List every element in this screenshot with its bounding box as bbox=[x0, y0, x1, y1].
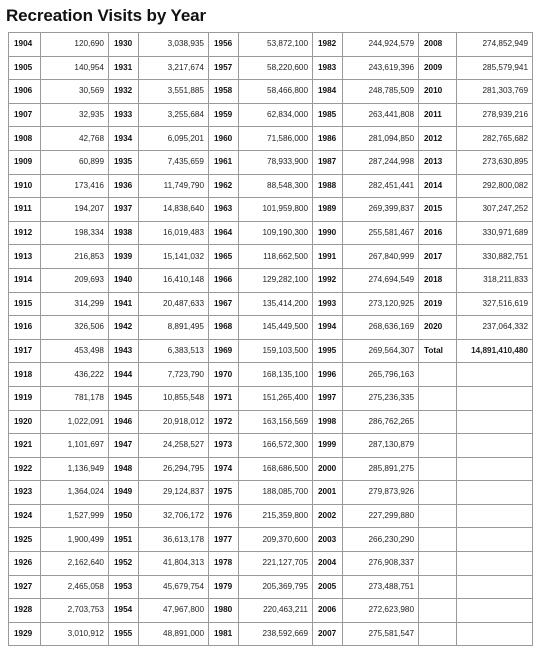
year-cell: 2014 bbox=[419, 174, 457, 198]
visits-cell: 281,094,850 bbox=[343, 127, 419, 151]
year-cell: 2009 bbox=[419, 56, 457, 80]
year-cell: 1908 bbox=[9, 127, 41, 151]
table-row bbox=[9, 339, 533, 363]
visits-cell: 278,939,216 bbox=[457, 103, 533, 127]
year-cell: 1928 bbox=[9, 599, 41, 623]
visits-cell: 227,299,880 bbox=[343, 504, 419, 528]
visits-cell: 88,548,300 bbox=[239, 174, 313, 198]
empty-cell bbox=[457, 575, 533, 599]
year-cell: 1974 bbox=[209, 457, 239, 481]
visits-cell: 7,723,790 bbox=[139, 363, 209, 387]
table-row bbox=[9, 150, 533, 174]
visits-cell: 166,572,300 bbox=[239, 434, 313, 458]
visits-cell: 330,971,689 bbox=[457, 221, 533, 245]
visits-cell: 32,706,172 bbox=[139, 504, 209, 528]
visits-cell: 42,768 bbox=[41, 127, 109, 151]
visits-cell: 6,383,513 bbox=[139, 339, 209, 363]
visits-cell: 145,449,500 bbox=[239, 316, 313, 340]
visits-cell: 120,690 bbox=[41, 33, 109, 57]
visits-cell: 279,873,926 bbox=[343, 481, 419, 505]
year-cell: 2003 bbox=[313, 528, 343, 552]
visits-cell: 275,236,335 bbox=[343, 386, 419, 410]
visits-cell: 216,853 bbox=[41, 245, 109, 269]
visits-cell: 45,679,754 bbox=[139, 575, 209, 599]
year-cell: 2006 bbox=[313, 599, 343, 623]
empty-cell bbox=[419, 410, 457, 434]
year-cell: 1985 bbox=[313, 103, 343, 127]
visits-cell: 1,022,091 bbox=[41, 410, 109, 434]
year-cell: 1939 bbox=[109, 245, 139, 269]
visits-cell: 243,619,396 bbox=[343, 56, 419, 80]
visits-cell: 220,463,211 bbox=[239, 599, 313, 623]
year-cell: 1973 bbox=[209, 434, 239, 458]
visits-cell: 188,085,700 bbox=[239, 481, 313, 505]
year-cell: 1969 bbox=[209, 339, 239, 363]
visits-cell: 209,370,600 bbox=[239, 528, 313, 552]
empty-cell bbox=[457, 457, 533, 481]
visits-cell: 11,749,790 bbox=[139, 174, 209, 198]
empty-cell bbox=[419, 552, 457, 576]
year-cell: 1944 bbox=[109, 363, 139, 387]
year-cell: 1956 bbox=[209, 33, 239, 57]
year-cell: 2018 bbox=[419, 268, 457, 292]
table-row bbox=[9, 103, 533, 127]
year-cell: 1929 bbox=[9, 622, 41, 646]
year-cell: 1959 bbox=[209, 103, 239, 127]
year-cell: 1977 bbox=[209, 528, 239, 552]
year-cell: 1914 bbox=[9, 268, 41, 292]
total-label: Total bbox=[419, 339, 457, 363]
table-row bbox=[9, 363, 533, 387]
year-cell: 2002 bbox=[313, 504, 343, 528]
visits-cell: 453,498 bbox=[41, 339, 109, 363]
visits-cell: 275,581,547 bbox=[343, 622, 419, 646]
visits-cell: 2,465,058 bbox=[41, 575, 109, 599]
visits-cell: 2,162,640 bbox=[41, 552, 109, 576]
visits-cell: 215,359,800 bbox=[239, 504, 313, 528]
year-cell: 2016 bbox=[419, 221, 457, 245]
visits-cell: 282,765,682 bbox=[457, 127, 533, 151]
empty-cell bbox=[419, 622, 457, 646]
visits-cell: 269,399,837 bbox=[343, 198, 419, 222]
year-cell: 1975 bbox=[209, 481, 239, 505]
visits-cell: 48,891,000 bbox=[139, 622, 209, 646]
visits-cell: 272,623,980 bbox=[343, 599, 419, 623]
visits-cell: 58,220,600 bbox=[239, 56, 313, 80]
year-cell: 1923 bbox=[9, 481, 41, 505]
table-row bbox=[9, 33, 533, 57]
visits-cell: 286,762,265 bbox=[343, 410, 419, 434]
visits-cell: 266,230,290 bbox=[343, 528, 419, 552]
visits-cell: 2,703,753 bbox=[41, 599, 109, 623]
year-cell: 1976 bbox=[209, 504, 239, 528]
year-cell: 1986 bbox=[313, 127, 343, 151]
visits-cell: 274,852,949 bbox=[457, 33, 533, 57]
year-cell: 2008 bbox=[419, 33, 457, 57]
year-cell: 1904 bbox=[9, 33, 41, 57]
year-cell: 1942 bbox=[109, 316, 139, 340]
empty-cell bbox=[419, 481, 457, 505]
year-cell: 2007 bbox=[313, 622, 343, 646]
empty-cell bbox=[419, 363, 457, 387]
visits-cell: 32,935 bbox=[41, 103, 109, 127]
visits-cell: 62,834,000 bbox=[239, 103, 313, 127]
visits-cell: 276,908,337 bbox=[343, 552, 419, 576]
total-value: 14,891,410,480 bbox=[457, 339, 533, 363]
year-cell: 1953 bbox=[109, 575, 139, 599]
visits-cell: 274,694,549 bbox=[343, 268, 419, 292]
year-cell: 2005 bbox=[313, 575, 343, 599]
year-cell: 1927 bbox=[9, 575, 41, 599]
empty-cell bbox=[457, 552, 533, 576]
visits-cell: 292,800,082 bbox=[457, 174, 533, 198]
visits-cell: 30,569 bbox=[41, 80, 109, 104]
visits-cell: 209,693 bbox=[41, 268, 109, 292]
visits-cell: 318,211,833 bbox=[457, 268, 533, 292]
year-cell: 1922 bbox=[9, 457, 41, 481]
table-row bbox=[9, 410, 533, 434]
year-cell: 2017 bbox=[419, 245, 457, 269]
year-cell: 1967 bbox=[209, 292, 239, 316]
year-cell: 1963 bbox=[209, 198, 239, 222]
visits-cell: 24,258,527 bbox=[139, 434, 209, 458]
year-cell: 2011 bbox=[419, 103, 457, 127]
visits-cell: 781,178 bbox=[41, 386, 109, 410]
visits-cell: 263,441,808 bbox=[343, 103, 419, 127]
year-cell: 1999 bbox=[313, 434, 343, 458]
table-row bbox=[9, 386, 533, 410]
year-cell: 1930 bbox=[109, 33, 139, 57]
table-row bbox=[9, 292, 533, 316]
year-cell: 1933 bbox=[109, 103, 139, 127]
empty-cell bbox=[457, 386, 533, 410]
visits-cell: 238,592,669 bbox=[239, 622, 313, 646]
year-cell: 1966 bbox=[209, 268, 239, 292]
empty-cell bbox=[419, 386, 457, 410]
visits-cell: 327,516,619 bbox=[457, 292, 533, 316]
visits-cell: 151,265,400 bbox=[239, 386, 313, 410]
year-cell: 1909 bbox=[9, 150, 41, 174]
visits-cell: 1,900,499 bbox=[41, 528, 109, 552]
empty-cell bbox=[419, 434, 457, 458]
year-cell: 1910 bbox=[9, 174, 41, 198]
visits-cell: 7,435,659 bbox=[139, 150, 209, 174]
year-cell: 1945 bbox=[109, 386, 139, 410]
year-cell: 1921 bbox=[9, 434, 41, 458]
visits-cell: 285,579,941 bbox=[457, 56, 533, 80]
visits-cell: 273,488,751 bbox=[343, 575, 419, 599]
visits-cell: 60,899 bbox=[41, 150, 109, 174]
year-cell: 1920 bbox=[9, 410, 41, 434]
year-cell: 1947 bbox=[109, 434, 139, 458]
visits-cell: 58,466,800 bbox=[239, 80, 313, 104]
visits-cell: 78,933,900 bbox=[239, 150, 313, 174]
year-cell: 1984 bbox=[313, 80, 343, 104]
year-cell: 1979 bbox=[209, 575, 239, 599]
empty-cell bbox=[457, 410, 533, 434]
table-row bbox=[9, 552, 533, 576]
visits-cell: 3,217,674 bbox=[139, 56, 209, 80]
year-cell: 1934 bbox=[109, 127, 139, 151]
year-cell: 1916 bbox=[9, 316, 41, 340]
visits-cell: 281,303,769 bbox=[457, 80, 533, 104]
visits-cell: 41,804,313 bbox=[139, 552, 209, 576]
table-row bbox=[9, 504, 533, 528]
visits-cell: 3,010,912 bbox=[41, 622, 109, 646]
year-cell: 1997 bbox=[313, 386, 343, 410]
empty-cell bbox=[457, 599, 533, 623]
visits-cell: 205,369,795 bbox=[239, 575, 313, 599]
year-cell: 2020 bbox=[419, 316, 457, 340]
visits-cell: 8,891,495 bbox=[139, 316, 209, 340]
year-cell: 1961 bbox=[209, 150, 239, 174]
table-row bbox=[9, 481, 533, 505]
visits-cell: 15,141,032 bbox=[139, 245, 209, 269]
visits-cell: 285,891,275 bbox=[343, 457, 419, 481]
visits-cell: 314,299 bbox=[41, 292, 109, 316]
year-cell: 2015 bbox=[419, 198, 457, 222]
visits-cell: 1,527,999 bbox=[41, 504, 109, 528]
year-cell: 1931 bbox=[109, 56, 139, 80]
year-cell: 1932 bbox=[109, 80, 139, 104]
year-cell: 1981 bbox=[209, 622, 239, 646]
empty-cell bbox=[419, 599, 457, 623]
empty-cell bbox=[419, 575, 457, 599]
year-cell: 1957 bbox=[209, 56, 239, 80]
empty-cell bbox=[457, 528, 533, 552]
year-cell: 1919 bbox=[9, 386, 41, 410]
year-cell: 1941 bbox=[109, 292, 139, 316]
visits-cell: 269,564,307 bbox=[343, 339, 419, 363]
visits-cell: 20,487,633 bbox=[139, 292, 209, 316]
visits-cell: 163,156,569 bbox=[239, 410, 313, 434]
year-cell: 1938 bbox=[109, 221, 139, 245]
empty-cell bbox=[419, 457, 457, 481]
year-cell: 1948 bbox=[109, 457, 139, 481]
visits-cell: 326,506 bbox=[41, 316, 109, 340]
visits-cell: 198,334 bbox=[41, 221, 109, 245]
year-cell: 1972 bbox=[209, 410, 239, 434]
empty-cell bbox=[457, 481, 533, 505]
year-cell: 1988 bbox=[313, 174, 343, 198]
year-cell: 1989 bbox=[313, 198, 343, 222]
empty-cell bbox=[457, 363, 533, 387]
visits-cell: 3,038,935 bbox=[139, 33, 209, 57]
table-row bbox=[9, 434, 533, 458]
visits-cell: 1,101,697 bbox=[41, 434, 109, 458]
year-cell: 1918 bbox=[9, 363, 41, 387]
year-cell: 1936 bbox=[109, 174, 139, 198]
visits-cell: 248,785,509 bbox=[343, 80, 419, 104]
year-cell: 1983 bbox=[313, 56, 343, 80]
year-cell: 1971 bbox=[209, 386, 239, 410]
year-cell: 1917 bbox=[9, 339, 41, 363]
visits-cell: 194,207 bbox=[41, 198, 109, 222]
visits-cell: 20,918,012 bbox=[139, 410, 209, 434]
page-title: Recreation Visits by Year bbox=[6, 6, 207, 25]
year-cell: 1940 bbox=[109, 268, 139, 292]
visits-cell: 109,190,300 bbox=[239, 221, 313, 245]
year-cell: 1990 bbox=[313, 221, 343, 245]
year-cell: 1962 bbox=[209, 174, 239, 198]
visits-cell: 330,882,751 bbox=[457, 245, 533, 269]
table-row bbox=[9, 221, 533, 245]
year-cell: 1937 bbox=[109, 198, 139, 222]
table-row bbox=[9, 457, 533, 481]
year-cell: 2013 bbox=[419, 150, 457, 174]
year-cell: 2019 bbox=[419, 292, 457, 316]
visits-cell: 173,416 bbox=[41, 174, 109, 198]
year-cell: 1907 bbox=[9, 103, 41, 127]
year-cell: 1980 bbox=[209, 599, 239, 623]
visits-cell: 221,127,705 bbox=[239, 552, 313, 576]
visits-cell: 101,959,800 bbox=[239, 198, 313, 222]
year-cell: 1926 bbox=[9, 552, 41, 576]
year-cell: 1954 bbox=[109, 599, 139, 623]
empty-cell bbox=[419, 504, 457, 528]
year-cell: 1970 bbox=[209, 363, 239, 387]
year-cell: 1915 bbox=[9, 292, 41, 316]
empty-cell bbox=[457, 622, 533, 646]
visits-cell: 1,364,024 bbox=[41, 481, 109, 505]
table-row bbox=[9, 599, 533, 623]
year-cell: 1960 bbox=[209, 127, 239, 151]
year-cell: 1987 bbox=[313, 150, 343, 174]
visits-cell: 26,294,795 bbox=[139, 457, 209, 481]
year-cell: 2012 bbox=[419, 127, 457, 151]
visits-cell: 168,686,500 bbox=[239, 457, 313, 481]
year-cell: 1906 bbox=[9, 80, 41, 104]
empty-cell bbox=[457, 504, 533, 528]
visits-cell: 267,840,999 bbox=[343, 245, 419, 269]
visits-cell: 6,095,201 bbox=[139, 127, 209, 151]
visits-cell: 273,630,895 bbox=[457, 150, 533, 174]
table-row bbox=[9, 528, 533, 552]
visits-cell: 307,247,252 bbox=[457, 198, 533, 222]
year-cell: 1905 bbox=[9, 56, 41, 80]
year-cell: 1995 bbox=[313, 339, 343, 363]
table-row bbox=[9, 127, 533, 151]
visits-cell: 265,796,163 bbox=[343, 363, 419, 387]
year-cell: 1949 bbox=[109, 481, 139, 505]
visits-cell: 129,282,100 bbox=[239, 268, 313, 292]
year-cell: 2004 bbox=[313, 552, 343, 576]
year-cell: 1911 bbox=[9, 198, 41, 222]
year-cell: 1935 bbox=[109, 150, 139, 174]
year-cell: 1992 bbox=[313, 268, 343, 292]
year-cell: 1996 bbox=[313, 363, 343, 387]
visits-cell: 255,581,467 bbox=[343, 221, 419, 245]
visits-cell: 268,636,169 bbox=[343, 316, 419, 340]
visits-cell: 16,410,148 bbox=[139, 268, 209, 292]
visits-cell: 10,855,548 bbox=[139, 386, 209, 410]
visits-cell: 14,838,640 bbox=[139, 198, 209, 222]
year-cell: 1993 bbox=[313, 292, 343, 316]
visits-cell: 436,222 bbox=[41, 363, 109, 387]
visits-cell: 287,244,998 bbox=[343, 150, 419, 174]
empty-cell bbox=[457, 434, 533, 458]
visits-cell: 71,586,000 bbox=[239, 127, 313, 151]
year-cell: 1912 bbox=[9, 221, 41, 245]
table-row bbox=[9, 316, 533, 340]
year-cell: 1950 bbox=[109, 504, 139, 528]
visits-cell: 168,135,100 bbox=[239, 363, 313, 387]
year-cell: 1943 bbox=[109, 339, 139, 363]
visits-cell: 244,924,579 bbox=[343, 33, 419, 57]
year-cell: 1955 bbox=[109, 622, 139, 646]
year-cell: 1951 bbox=[109, 528, 139, 552]
year-cell: 1924 bbox=[9, 504, 41, 528]
year-cell: 1998 bbox=[313, 410, 343, 434]
visits-cell: 3,255,684 bbox=[139, 103, 209, 127]
visits-cell: 16,019,483 bbox=[139, 221, 209, 245]
year-cell: 1952 bbox=[109, 552, 139, 576]
year-cell: 2001 bbox=[313, 481, 343, 505]
visits-cell: 140,954 bbox=[41, 56, 109, 80]
year-cell: 1994 bbox=[313, 316, 343, 340]
year-cell: 1991 bbox=[313, 245, 343, 269]
table-row bbox=[9, 198, 533, 222]
table-row bbox=[9, 575, 533, 599]
visits-cell: 282,451,441 bbox=[343, 174, 419, 198]
visits-cell: 47,967,800 bbox=[139, 599, 209, 623]
table-row bbox=[9, 245, 533, 269]
empty-cell bbox=[419, 528, 457, 552]
year-cell: 1913 bbox=[9, 245, 41, 269]
visits-cell: 159,103,500 bbox=[239, 339, 313, 363]
visits-cell: 53,872,100 bbox=[239, 33, 313, 57]
table-row bbox=[9, 56, 533, 80]
year-cell: 1964 bbox=[209, 221, 239, 245]
visits-cell: 287,130,879 bbox=[343, 434, 419, 458]
visits-cell: 29,124,837 bbox=[139, 481, 209, 505]
year-cell: 2000 bbox=[313, 457, 343, 481]
year-cell: 1965 bbox=[209, 245, 239, 269]
visits-cell: 3,551,885 bbox=[139, 80, 209, 104]
visits-cell: 237,064,332 bbox=[457, 316, 533, 340]
visits-cell: 1,136,949 bbox=[41, 457, 109, 481]
visits-cell: 273,120,925 bbox=[343, 292, 419, 316]
year-cell: 1946 bbox=[109, 410, 139, 434]
year-cell: 1978 bbox=[209, 552, 239, 576]
visits-cell: 135,414,200 bbox=[239, 292, 313, 316]
visits-cell: 36,613,178 bbox=[139, 528, 209, 552]
year-cell: 1982 bbox=[313, 33, 343, 57]
table-row bbox=[9, 80, 533, 104]
visits-cell: 118,662,500 bbox=[239, 245, 313, 269]
table-row bbox=[9, 622, 533, 646]
year-cell: 1968 bbox=[209, 316, 239, 340]
table-row bbox=[9, 174, 533, 198]
table-row bbox=[9, 268, 533, 292]
visits-table bbox=[8, 32, 533, 646]
year-cell: 1925 bbox=[9, 528, 41, 552]
year-cell: 1958 bbox=[209, 80, 239, 104]
year-cell: 2010 bbox=[419, 80, 457, 104]
